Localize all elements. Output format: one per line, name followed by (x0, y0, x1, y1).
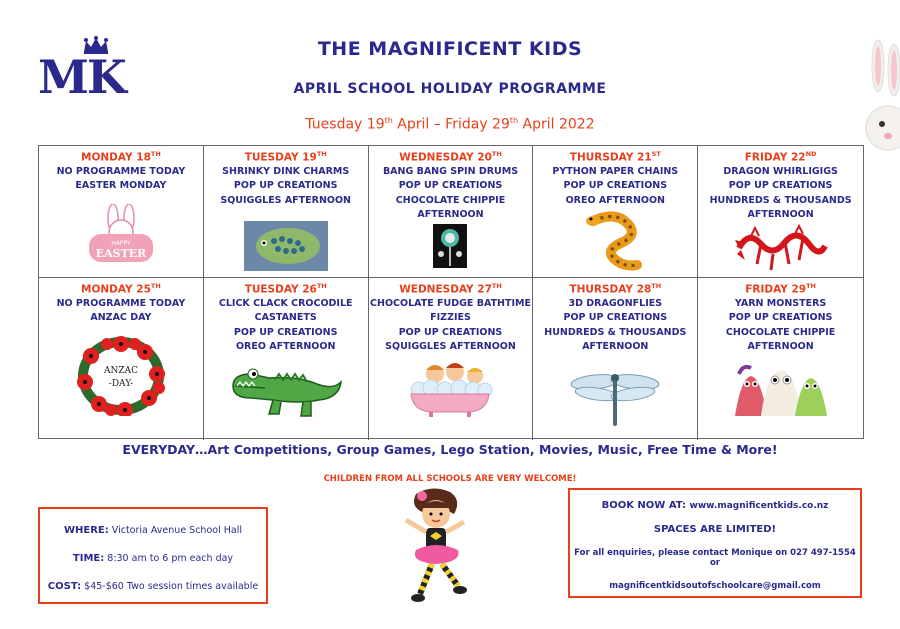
programme-grid (38, 145, 864, 439)
day-heading: THURSDAY 21ST (569, 150, 661, 164)
cost-line: COST: $45-$60 Two session times available (47, 581, 259, 592)
email-link[interactable]: magnificentkidsoutofschoolcare@gmail.com (609, 581, 821, 591)
activity-line: CLICK CLACK CROCODILE (218, 297, 353, 309)
svg-text:ANZAC: ANZAC (103, 366, 138, 376)
day-cell-wednesday-20 (369, 146, 534, 278)
dancing-girl-icon (392, 486, 482, 610)
activity-line: SQUIGGLES AFTERNOON (385, 341, 516, 352)
day-cell-friday-22 (698, 146, 863, 278)
red-dragon-icon (733, 224, 829, 274)
happy-easter-bunny-icon (79, 204, 163, 264)
python-snake-icon (585, 209, 645, 271)
activity-line: CASTANETS (254, 312, 317, 323)
activity-line: 3D DRAGONFLIES (568, 297, 663, 309)
activity-line: AFTERNOON (747, 341, 814, 352)
venue-info-box (38, 507, 268, 604)
page-title: THE MAGNIFICENT KIDS (317, 38, 583, 60)
activity-line: AFTERNOON (582, 341, 649, 352)
yarn-monsters-icon (729, 358, 833, 422)
booking-info-box (568, 488, 862, 598)
activity-line: SHRINKY DINK CHARMS (222, 165, 350, 177)
activity-line: AFTERNOON (417, 209, 484, 220)
activity-line: CHOCOLATE FUDGE BATHTIME (370, 297, 531, 309)
logo-text: MK (38, 50, 125, 104)
activity-line: POP UP CREATIONS (728, 180, 833, 191)
activity-line: POP UP CREATIONS (563, 180, 668, 191)
day-heading: FRIDAY 22ND (744, 150, 817, 164)
activity-line: EASTER MONDAY (75, 180, 167, 191)
activity-line: POP UP CREATIONS (398, 180, 503, 191)
everyday-activities: EVERYDAY…Art Competitions, Group Games, Lego Station, Movies, Music, Free Time & More! (122, 442, 778, 457)
activity-line: AFTERNOON (747, 209, 814, 220)
activity-line: CHOCOLATE CHIPPIE (725, 326, 836, 338)
activity-line: POP UP CREATIONS (728, 312, 833, 323)
activity-line: POP UP CREATIONS (233, 180, 338, 191)
activity-line: POP UP CREATIONS (233, 326, 338, 338)
activity-line: FIZZIES (430, 312, 471, 323)
activity-line: ANZAC DAY (90, 312, 152, 323)
activity-line: OREO AFTERNOON (565, 194, 666, 206)
anzac-poppy-wreath-icon (75, 336, 167, 416)
activity-line: CHOCOLATE CHIPPIE (395, 194, 506, 206)
page-subtitle: APRIL SCHOOL HOLIDAY PROGRAMME (293, 81, 607, 97)
day-cell-monday-25 (39, 278, 204, 440)
painted-hand-fish-icon (244, 221, 328, 271)
where-line: WHERE: Victoria Avenue School Hall (64, 525, 242, 536)
day-heading: MONDAY 25TH (81, 282, 161, 296)
enquiries-line: For all enquiries, please contact Monique on 027 497-1554 or (574, 548, 856, 568)
day-cell-thursday-28 (533, 278, 698, 440)
activity-line: NO PROGRAMME TODAY (56, 297, 186, 309)
activity-line: BANG BANG SPIN DRUMS (382, 165, 519, 177)
activity-line: HUNDREDS & THOUSANDS (709, 194, 852, 206)
activity-line: POP UP CREATIONS (398, 326, 503, 338)
crocodile-icon (229, 360, 343, 420)
activity-line: POP UP CREATIONS (563, 312, 668, 323)
activity-line: YARN MONSTERS (734, 297, 827, 309)
day-cell-friday-29 (698, 278, 863, 440)
book-now-line: BOOK NOW AT: www.magnificentkids.co.nz (601, 500, 829, 511)
day-cell-wednesday-27 (369, 278, 534, 440)
activity-line: PYTHON PAPER CHAINS (552, 165, 679, 177)
day-heading: TUESDAY 19TH (244, 150, 327, 164)
day-cell-tuesday-26 (204, 278, 369, 440)
day-heading: TUESDAY 26TH (244, 282, 327, 296)
day-heading: FRIDAY 29TH (745, 282, 816, 296)
activity-line: HUNDREDS & THOUSANDS (544, 326, 687, 338)
day-heading: THURSDAY 28TH (569, 282, 662, 296)
kids-in-bathtub-icon (405, 358, 495, 418)
activity-line: OREO AFTERNOON (235, 341, 336, 352)
dragonfly-icon (567, 368, 663, 428)
day-cell-tuesday-19 (204, 146, 369, 278)
activity-line: DRAGON WHIRLIGIGS (723, 165, 838, 177)
day-heading: WEDNESDAY 20TH (399, 150, 502, 164)
welcome-note: CHILDREN FROM ALL SCHOOLS ARE VERY WELCOME! (323, 474, 577, 484)
spin-drum-icon (433, 224, 467, 268)
spaces-limited: SPACES ARE LIMITED! (653, 524, 777, 535)
svg-text:-DAY-: -DAY- (108, 379, 134, 389)
bunny-icon (856, 36, 900, 156)
activity-line: NO PROGRAMME TODAY (56, 165, 186, 177)
day-heading: WEDNESDAY 27TH (399, 282, 502, 296)
date-range: Tuesday 19th April – Friday 29th April 2022 (305, 116, 595, 133)
svg-text:HAPPY: HAPPY (111, 240, 131, 247)
time-line: TIME: 8:30 am to 6 pm each day (72, 553, 234, 564)
svg-text:EASTER: EASTER (95, 247, 147, 260)
day-heading: MONDAY 18TH (81, 150, 161, 164)
website-link[interactable]: www.magnificentkids.co.nz (689, 501, 829, 511)
day-cell-thursday-21 (533, 146, 698, 278)
activity-line: SQUIGGLES AFTERNOON (220, 194, 352, 206)
day-cell-monday-18 (39, 146, 204, 278)
